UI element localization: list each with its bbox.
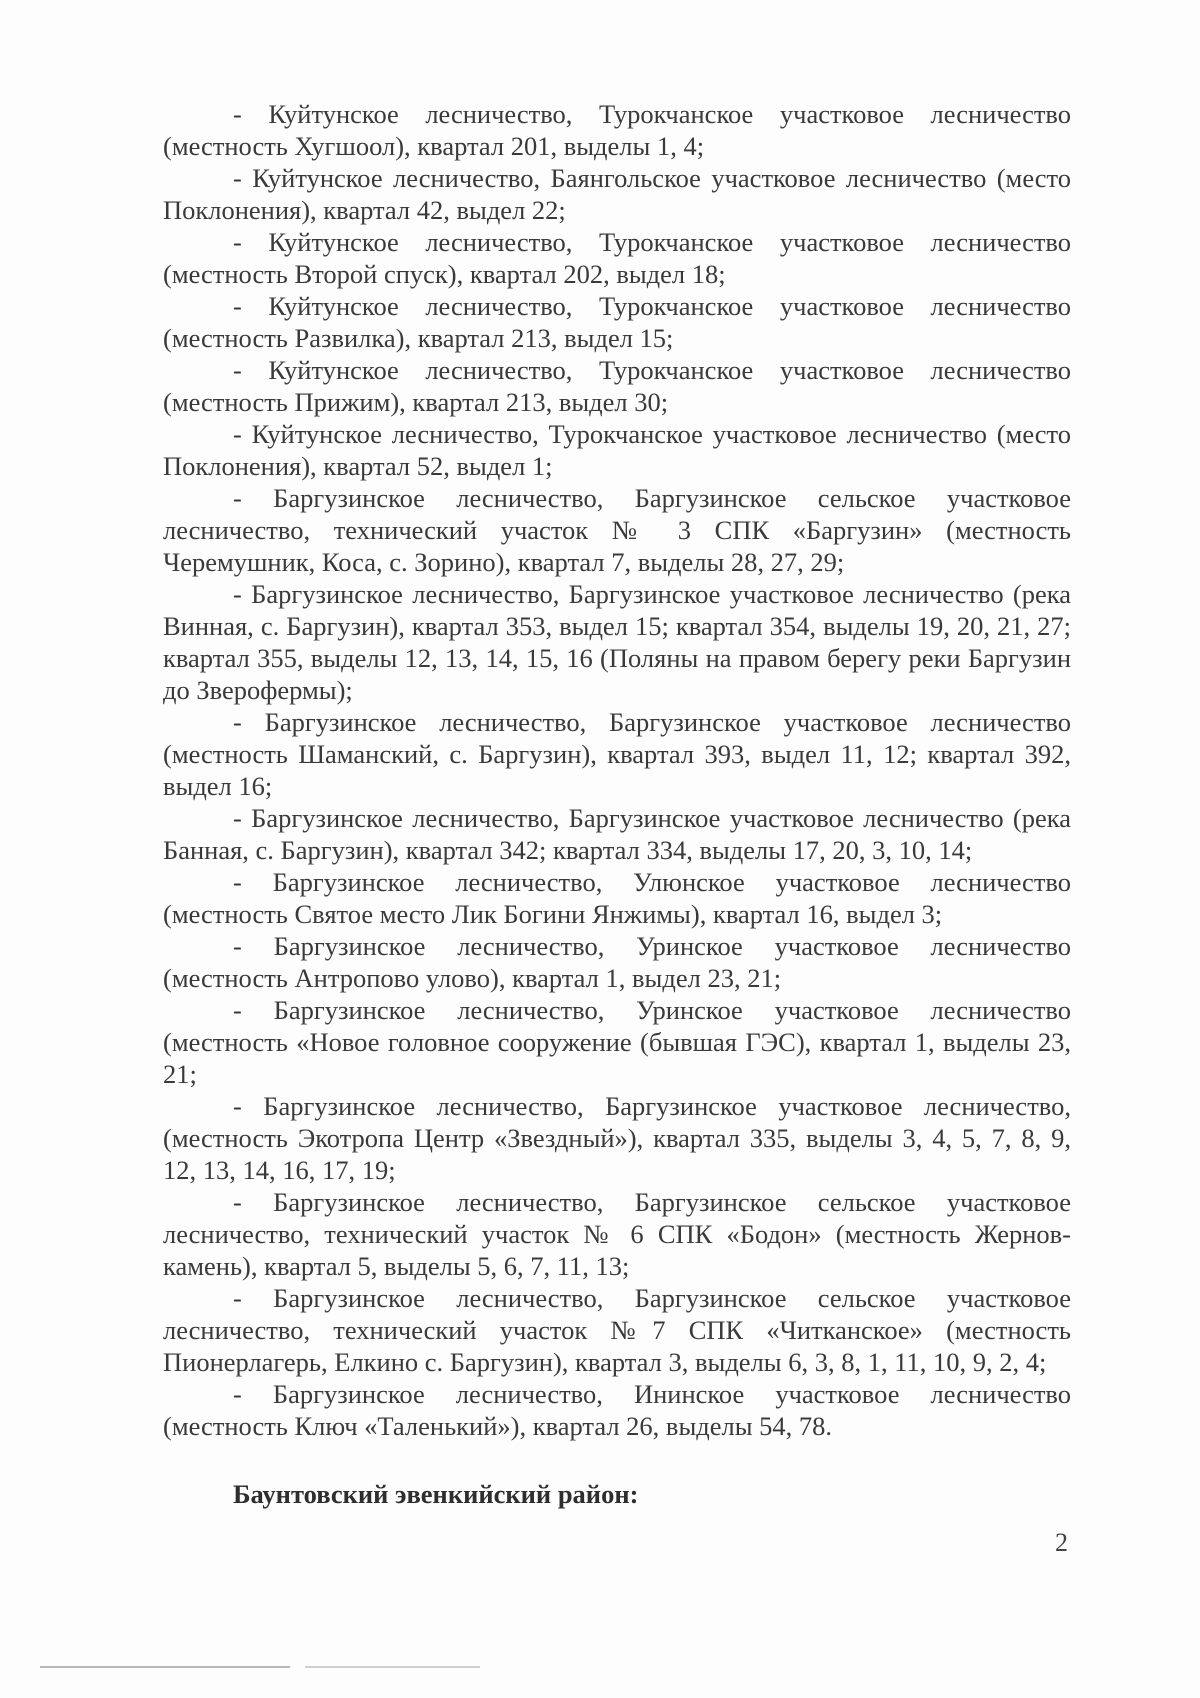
list-item: - Баргузинское лесничество, Баргузинское участковое лесничество, (местность Экотропа Центр «Звездный»), квартал 335, выделы 3, 4, 5, 7, 8, 9, 12, 13, 14, 16, 17, 19;: [163, 1091, 1071, 1185]
list-item: - Баргузинское лесничество, Баргузинское участковое лесничество (река Банная, с. Баргузин), квартал 342; квартал 334, выделы 17, 20, 3, 10, 14;: [163, 803, 1071, 865]
list-item: - Куйтунское лесничество, Баянгольское участковое лесничество (место Поклонения), квартал 42, выдел 22;: [163, 163, 1071, 225]
list-item: - Баргузинское лесничество, Уринское участковое лесничество (местность «Новое головное сооружение (бывшая ГЭС), квартал 1, выделы 23, 21;: [163, 995, 1071, 1089]
list-item: - Баргузинское лесничество, Баргузинское участковое лесничество (местность Шаманский, с. Баргузин), квартал 393, выдел 11, 12; квартал 392, выдел 16;: [163, 707, 1071, 801]
page-number: 2: [1055, 1528, 1068, 1557]
list-item: - Куйтунское лесничество, Турокчанское участковое лесничество (местность Хугшоол), квартал 201, выделы 1, 4;: [163, 99, 1071, 161]
scan-edge-segment: [305, 1666, 480, 1668]
list-item: - Баргузинское лесничество, Уринское участковое лесничество (местность Антропово улово), квартал 1, выдел 23, 21;: [163, 931, 1071, 993]
scan-edge-line: [40, 1666, 480, 1668]
list-item: - Баргузинское лесничество, Ининское участковое лесничество (местность Ключ «Таленький»), квартал 26, выделы 54, 78.: [163, 1379, 1071, 1441]
list-item: - Баргузинское лесничество, Улюнское участковое лесничество (местность Святое место Лик Богини Янжимы), квартал 16, выдел 3;: [163, 867, 1071, 929]
list-item: - Куйтунское лесничество, Турокчанское участковое лесничество (местность Развилка), квартал 213, выдел 15;: [163, 291, 1071, 353]
list-item: - Баргузинское лесничество, Баргузинское сельское участковое лесничество, технический участок №7 СПК «Читканское» (местность Пионерлагерь, Елкино с. Баргузин), квартал 3, выделы 6, 3, 8, 1, 11, 10, 9, 2, 4;: [163, 1283, 1071, 1377]
list-item: - Баргузинское лесничество, Баргузинское сельское участковое лесничество, технический участок № 6 СПК «Бодон» (местность Жернов-камень), квартал 5, выделы 5, 6, 7, 11, 13;: [163, 1187, 1071, 1281]
scan-edge-segment: [40, 1666, 290, 1668]
list-item: - Куйтунское лесничество, Турокчанское участковое лесничество (местность Второй спуск), квартал 202, выдел 18;: [163, 227, 1071, 289]
document-body: [163, 98, 1071, 1510]
list-item: - Куйтунское лесничество, Турокчанское участковое лесничество (местность Прижим), квартал 213, выдел 30;: [163, 355, 1071, 417]
list-item: - Баргузинское лесничество, Баргузинское участковое лесничество (река Винная, с. Баргузин), квартал 353, выдел 15; квартал 354, выделы 19, 20, 21, 27; квартал 355, выделы 12, 13, 14, 15, 16 (Поляны на правом берегу реки Баргузин до Зверофермы);: [163, 579, 1071, 705]
section-heading: Баунтовский эвенкийский район:: [233, 1479, 639, 1509]
list-item: - Баргузинское лесничество, Баргузинское сельское участковое лесничество, технический участок № 3 СПК «Баргузин» (местность Черемушник, Коса, с. Зорино), квартал 7, выделы 28, 27, 29;: [163, 483, 1071, 577]
list-item: - Куйтунское лесничество, Турокчанское участковое лесничество (место Поклонения), квартал 52, выдел 1;: [163, 419, 1071, 481]
